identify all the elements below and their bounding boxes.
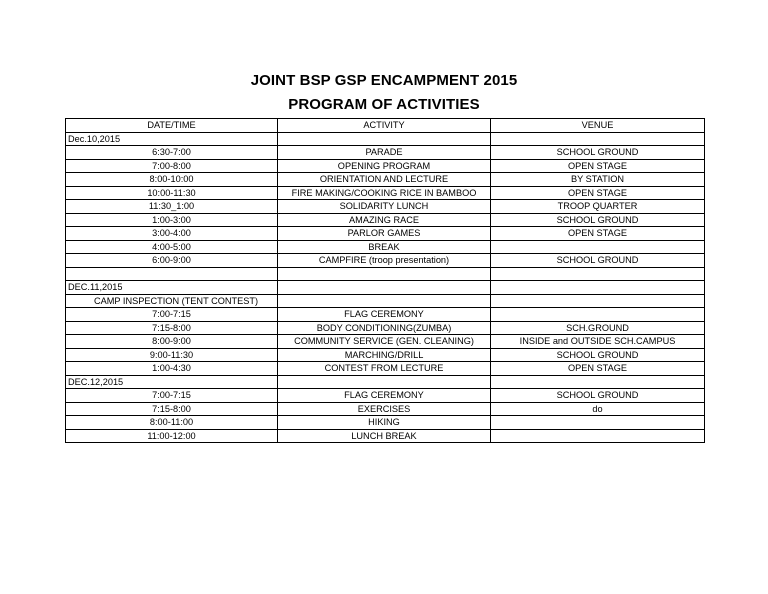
- date-row: [66, 132, 705, 146]
- activity-cell: [278, 375, 491, 389]
- time-cell: 7:00-8:00: [66, 159, 278, 173]
- activity-cell: [278, 281, 491, 295]
- date-cell: Dec.10,2015: [66, 132, 278, 146]
- activity-cell: [278, 132, 491, 146]
- venue-cell: SCHOOL GROUND: [491, 389, 705, 403]
- time-cell: 7:00-7:15: [66, 389, 278, 403]
- table-row: [66, 159, 705, 173]
- activity-cell: BODY CONDITIONING(ZUMBA): [278, 321, 491, 335]
- table-row: [66, 416, 705, 430]
- table-row: [66, 348, 705, 362]
- venue-cell: BY STATION: [491, 173, 705, 187]
- venue-cell: [491, 308, 705, 322]
- table-row: [66, 321, 705, 335]
- activity-cell: FIRE MAKING/COOKING RICE IN BAMBOO: [278, 186, 491, 200]
- table-row: [66, 335, 705, 349]
- venue-cell: SCHOOL GROUND: [491, 213, 705, 227]
- activity-cell: EXERCISES: [278, 402, 491, 416]
- document-title: JOINT BSP GSP ENCAMPMENT 2015: [250, 72, 518, 89]
- venue-cell: [491, 267, 705, 281]
- time-cell: 8:00-10:00: [66, 173, 278, 187]
- activity-cell: COMMUNITY SERVICE (GEN. CLEANING): [278, 335, 491, 349]
- time-cell: 11:30_1:00: [66, 200, 278, 214]
- venue-cell: [491, 132, 705, 146]
- table-row: [66, 429, 705, 443]
- inspection-row: [66, 294, 705, 308]
- time-cell: 11:00-12:00: [66, 429, 278, 443]
- venue-cell: OPEN STAGE: [491, 362, 705, 376]
- time-cell: 7:15-8:00: [66, 402, 278, 416]
- venue-cell: OPEN STAGE: [491, 186, 705, 200]
- time-cell: 7:15-8:00: [66, 321, 278, 335]
- schedule-body: [66, 119, 705, 443]
- date-cell: DEC.12,2015: [66, 375, 278, 389]
- activity-cell: FLAG CEREMONY: [278, 389, 491, 403]
- document-subtitle: PROGRAM OF ACTIVITIES: [288, 96, 480, 113]
- header-row: [66, 119, 705, 133]
- activity-cell: LUNCH BREAK: [278, 429, 491, 443]
- table-row: [66, 308, 705, 322]
- venue-cell: INSIDE and OUTSIDE SCH.CAMPUS: [491, 335, 705, 349]
- activity-cell: ORIENTATION AND LECTURE: [278, 173, 491, 187]
- table-row: [66, 402, 705, 416]
- time-cell: [66, 267, 278, 281]
- activity-cell: CONTEST FROM LECTURE: [278, 362, 491, 376]
- schedule-table: [65, 118, 705, 443]
- time-cell: 8:00-11:00: [66, 416, 278, 430]
- venue-cell: [491, 429, 705, 443]
- table-row: [66, 146, 705, 160]
- table-row: [66, 186, 705, 200]
- date-cell: DEC.11,2015: [66, 281, 278, 295]
- activity-cell: PARLOR GAMES: [278, 227, 491, 241]
- venue-cell: OPEN STAGE: [491, 227, 705, 241]
- activity-cell: BREAK: [278, 240, 491, 254]
- venue-cell: SCHOOL GROUND: [491, 146, 705, 160]
- time-cell: 8:00-9:00: [66, 335, 278, 349]
- date-row: [66, 375, 705, 389]
- activity-cell: CAMPFIRE (troop presentation): [278, 254, 491, 268]
- time-cell: 7:00-7:15: [66, 308, 278, 322]
- time-cell: 6:30-7:00: [66, 146, 278, 160]
- time-cell: 4:00-5:00: [66, 240, 278, 254]
- table-row: [66, 213, 705, 227]
- activity-cell: OPENING PROGRAM: [278, 159, 491, 173]
- activity-cell: [278, 294, 491, 308]
- time-cell: 10:00-11:30: [66, 186, 278, 200]
- activity-cell: SOLIDARITY LUNCH: [278, 200, 491, 214]
- venue-cell: [491, 281, 705, 295]
- table-row: [66, 173, 705, 187]
- venue-cell: [491, 375, 705, 389]
- activity-cell: FLAG CEREMONY: [278, 308, 491, 322]
- venue-cell: TROOP QUARTER: [491, 200, 705, 214]
- venue-cell: SCHOOL GROUND: [491, 348, 705, 362]
- table-row: [66, 200, 705, 214]
- time-cell: 9:00-11:30: [66, 348, 278, 362]
- activity-cell: AMAZING RACE: [278, 213, 491, 227]
- activity-cell: PARADE: [278, 146, 491, 160]
- time-cell: 6:00-9:00: [66, 254, 278, 268]
- inspection-cell: CAMP INSPECTION (TENT CONTEST): [66, 294, 278, 308]
- table-row: [66, 227, 705, 241]
- activity-cell: [278, 267, 491, 281]
- table-row: [66, 362, 705, 376]
- venue-cell: [491, 240, 705, 254]
- activity-cell: HIKING: [278, 416, 491, 430]
- venue-cell: [491, 294, 705, 308]
- venue-cell: [491, 416, 705, 430]
- header-venue: VENUE: [491, 119, 705, 133]
- time-cell: 1:00-3:00: [66, 213, 278, 227]
- table-row: [66, 267, 705, 281]
- table-row: [66, 254, 705, 268]
- time-cell: 3:00-4:00: [66, 227, 278, 241]
- header-datetime: DATE/TIME: [66, 119, 278, 133]
- venue-cell: SCH.GROUND: [491, 321, 705, 335]
- activity-cell: MARCHING/DRILL: [278, 348, 491, 362]
- table-row: [66, 240, 705, 254]
- table-row: [66, 389, 705, 403]
- header-activity: ACTIVITY: [278, 119, 491, 133]
- venue-cell: SCHOOL GROUND: [491, 254, 705, 268]
- venue-cell: do: [491, 402, 705, 416]
- time-cell: 1:00-4:30: [66, 362, 278, 376]
- venue-cell: OPEN STAGE: [491, 159, 705, 173]
- date-row: [66, 281, 705, 295]
